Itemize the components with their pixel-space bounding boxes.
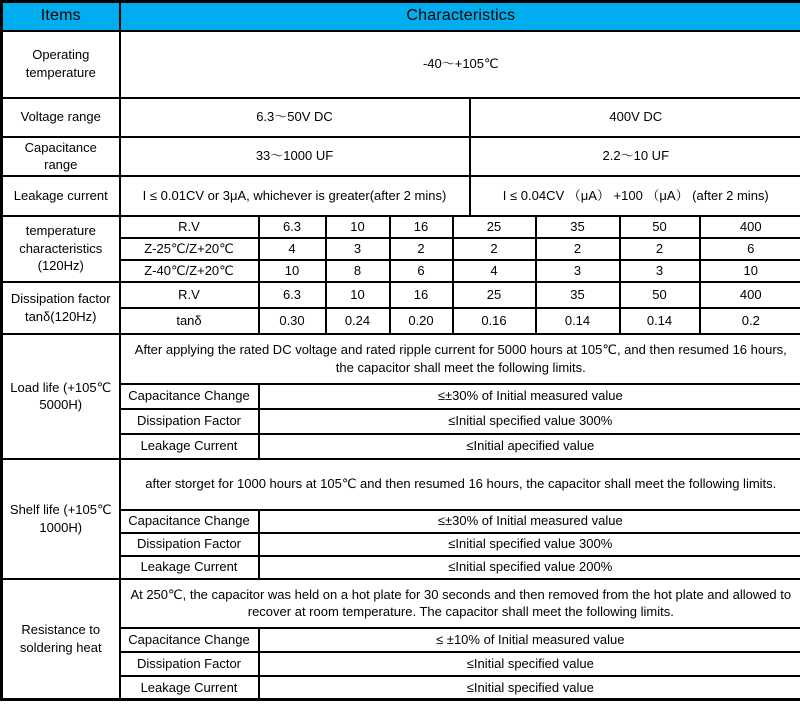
dissipation-tand-name: tanδ	[120, 308, 259, 334]
load-life-cap-change-value: ≤±30% of Initial measured value	[259, 384, 800, 409]
temp-char-z40-v5: 3	[620, 260, 700, 282]
dissipation-tand-v1: 0.24	[326, 308, 390, 334]
row-leakage-current	[2, 176, 800, 216]
temp-char-z40-v0: 10	[259, 260, 326, 282]
temp-char-z25-v0: 4	[259, 238, 326, 260]
dissipation-tand-v5: 0.14	[620, 308, 700, 334]
temp-char-z40-v1: 8	[326, 260, 390, 282]
dissipation-rv-v2: 16	[390, 282, 453, 308]
row-temp-characteristics-rv	[2, 216, 800, 238]
temp-char-rv-v3: 25	[453, 216, 536, 238]
label-resistance-soldering-heat: Resistance to soldering heat	[2, 579, 120, 700]
column-header-characteristics: Characteristics	[120, 2, 800, 31]
row-dissipation-rv	[2, 282, 800, 308]
row-shelf-life-description	[2, 459, 800, 510]
temp-char-z40-v6: 10	[700, 260, 800, 282]
dissipation-rv-v6: 400	[700, 282, 800, 308]
row-temp-characteristics-z25	[2, 238, 800, 260]
load-life-description: After applying the rated DC voltage and rated ripple current for 5000 hours at 105℃, and then resumed 16 hours, the capacitor shall meet the following limits.	[120, 334, 800, 384]
temp-char-z25-v2: 2	[390, 238, 453, 260]
row-load-life-leakage-current	[2, 434, 800, 459]
load-life-dissipation-value: ≤Initial specified value 300%	[259, 409, 800, 434]
dissipation-tand-v4: 0.14	[536, 308, 620, 334]
soldering-heat-dissipation-name: Dissipation Factor	[120, 652, 259, 676]
dissipation-tand-v6: 0.2	[700, 308, 800, 334]
soldering-heat-description: At 250℃, the capacitor was held on a hot plate for 30 seconds and then removed from the hot plate and allowed to recover at room temperature. The capacitor shall meet the following limits.	[120, 579, 800, 628]
row-soldering-heat-description	[2, 579, 800, 628]
soldering-heat-cap-change-name: Capacitance Change	[120, 628, 259, 652]
temp-char-rv-v1: 10	[326, 216, 390, 238]
label-leakage-current: Leakage current	[2, 176, 120, 216]
temp-char-z25-v4: 2	[536, 238, 620, 260]
row-shelf-life-capacitance-change	[2, 510, 800, 533]
row-temp-characteristics-z40	[2, 260, 800, 282]
value-capacitance-range-low: 33～1000 UF	[120, 137, 470, 176]
row-soldering-heat-capacitance-change	[2, 628, 800, 652]
value-leakage-current-high: I ≤ 0.04CV （μA） +100 （μA） (after 2 mins)	[470, 176, 800, 216]
temp-char-rv-v6: 400	[700, 216, 800, 238]
shelf-life-cap-change-name: Capacitance Change	[120, 510, 259, 533]
soldering-heat-leakage-value: ≤Initial specified value	[259, 676, 800, 700]
temp-char-z25-v5: 2	[620, 238, 700, 260]
row-load-life-dissipation-factor	[2, 409, 800, 434]
row-capacitance-range	[2, 137, 800, 176]
label-dissipation-factor: Dissipation factor tanδ(120Hz)	[2, 282, 120, 334]
dissipation-tand-v2: 0.20	[390, 308, 453, 334]
soldering-heat-leakage-name: Leakage Current	[120, 676, 259, 700]
label-capacitance-range: Capacitance range	[2, 137, 120, 176]
dissipation-rv-name: R.V	[120, 282, 259, 308]
temp-char-rv-v2: 16	[390, 216, 453, 238]
dissipation-rv-v4: 35	[536, 282, 620, 308]
dissipation-tand-v3: 0.16	[453, 308, 536, 334]
temp-char-rv-v5: 50	[620, 216, 700, 238]
load-life-leakage-value: ≤Initial apecified value	[259, 434, 800, 459]
temp-char-z25-name: Z-25℃/Z+20℃	[120, 238, 259, 260]
dissipation-rv-v3: 25	[453, 282, 536, 308]
temp-char-rv-v4: 35	[536, 216, 620, 238]
load-life-leakage-name: Leakage Current	[120, 434, 259, 459]
table-header-row	[2, 2, 800, 31]
row-shelf-life-leakage-current	[2, 556, 800, 579]
dissipation-rv-v1: 10	[326, 282, 390, 308]
row-voltage-range	[2, 98, 800, 137]
temp-char-z40-name: Z-40℃/Z+20℃	[120, 260, 259, 282]
label-voltage-range: Voltage range	[2, 98, 120, 137]
shelf-life-dissipation-name: Dissipation Factor	[120, 533, 259, 556]
row-soldering-heat-leakage-current	[2, 676, 800, 700]
label-temperature-characteristics: temperature characteristics (120Hz)	[2, 216, 120, 282]
row-soldering-heat-dissipation-factor	[2, 652, 800, 676]
shelf-life-leakage-name: Leakage Current	[120, 556, 259, 579]
value-voltage-range-high: 400V DC	[470, 98, 800, 137]
label-load-life: Load life (+105℃ 5000H)	[2, 334, 120, 459]
soldering-heat-dissipation-value: ≤Initial specified value	[259, 652, 800, 676]
temp-char-z40-v2: 6	[390, 260, 453, 282]
temp-char-z25-v1: 3	[326, 238, 390, 260]
load-life-cap-change-name: Capacitance Change	[120, 384, 259, 409]
row-load-life-capacitance-change	[2, 384, 800, 409]
value-leakage-current-low: I ≤ 0.01CV or 3μA, whichever is greater(after 2 mins)	[120, 176, 470, 216]
temp-char-z25-v6: 6	[700, 238, 800, 260]
dissipation-rv-v5: 50	[620, 282, 700, 308]
value-operating-temperature: -40～+105℃	[120, 31, 800, 98]
temp-char-z40-v4: 3	[536, 260, 620, 282]
load-life-dissipation-name: Dissipation Factor	[120, 409, 259, 434]
dissipation-rv-v0: 6.3	[259, 282, 326, 308]
value-capacitance-range-high: 2.2～10 UF	[470, 137, 800, 176]
row-dissipation-tand	[2, 308, 800, 334]
shelf-life-cap-change-value: ≤±30% of Initial measured value	[259, 510, 800, 533]
value-voltage-range-low: 6.3～50V DC	[120, 98, 470, 137]
row-operating-temperature	[2, 31, 800, 98]
temp-char-rv-name: R.V	[120, 216, 259, 238]
row-load-life-description	[2, 334, 800, 384]
temp-char-rv-v0: 6.3	[259, 216, 326, 238]
shelf-life-dissipation-value: ≤Initial specified value 300%	[259, 533, 800, 556]
label-operating-temperature: Operating temperature	[2, 31, 120, 98]
dissipation-tand-v0: 0.30	[259, 308, 326, 334]
column-header-items: Items	[2, 2, 120, 31]
shelf-life-description: after storget for 1000 hours at 105℃ and then resumed 16 hours, the capacitor shall meet the following limits.	[120, 459, 800, 510]
temp-char-z25-v3: 2	[453, 238, 536, 260]
shelf-life-leakage-value: ≤Initial specified value 200%	[259, 556, 800, 579]
soldering-heat-cap-change-value: ≤ ±10% of Initial measured value	[259, 628, 800, 652]
row-shelf-life-dissipation-factor	[2, 533, 800, 556]
temp-char-z40-v3: 4	[453, 260, 536, 282]
label-shelf-life: Shelf life (+105℃ 1000H)	[2, 459, 120, 579]
